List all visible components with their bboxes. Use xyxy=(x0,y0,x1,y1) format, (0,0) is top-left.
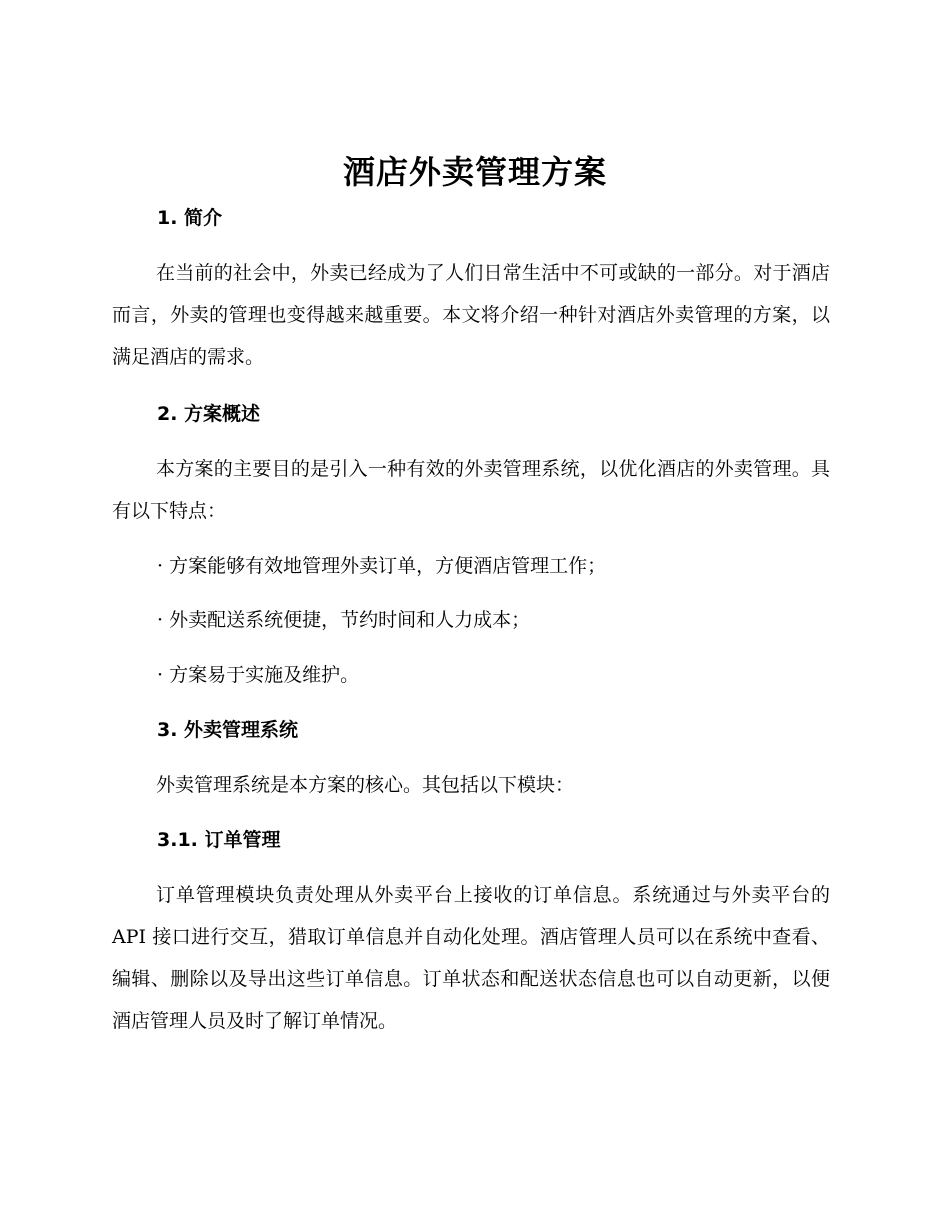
bullet-item: · 外卖配送系统便捷，节约时间和人力成本； xyxy=(157,609,531,631)
section-heading-intro: 1. 简介 xyxy=(157,207,223,229)
document-title: 酒店外卖管理方案 xyxy=(342,153,607,191)
bullet-item: · 方案易于实施及维护。 xyxy=(157,664,360,686)
paragraph-overview: 本方案的主要目的是引入一种有效的外卖管理系统，以优化酒店的外卖管理。具有以下特点： xyxy=(112,458,830,522)
paragraph-system: 外卖管理系统是本方案的核心。其包括以下模块： xyxy=(156,774,575,796)
bullet-item: · 方案能够有效地管理外卖订单，方便酒店管理工作； xyxy=(157,555,607,577)
section-heading-overview: 2. 方案概述 xyxy=(157,403,261,425)
paragraph-intro: 在当前的社会中，外卖已经成为了人们日常生活中不可或缺的一部分。对于酒店而言，外卖的管理也变得越来越重要。本文将介绍一种针对酒店外卖管理的方案，以满足酒店的需求。 xyxy=(112,262,830,368)
section-heading-system: 3. 外卖管理系统 xyxy=(157,719,299,741)
section-heading-order-management: 3.1. 订单管理 xyxy=(157,829,281,851)
paragraph-order-management: 订单管理模块负责处理从外卖平台上接收的订单信息。系统通过与外卖平台的 API 接口进行交互，猎取订单信息并自动化处理。酒店管理人员可以在系统中查看、编辑、删除以及导出这些订单信息。订单状态和配送状态信息也可以自动更新，以便酒店管理人员及时了解订单情况。 xyxy=(112,884,830,1032)
